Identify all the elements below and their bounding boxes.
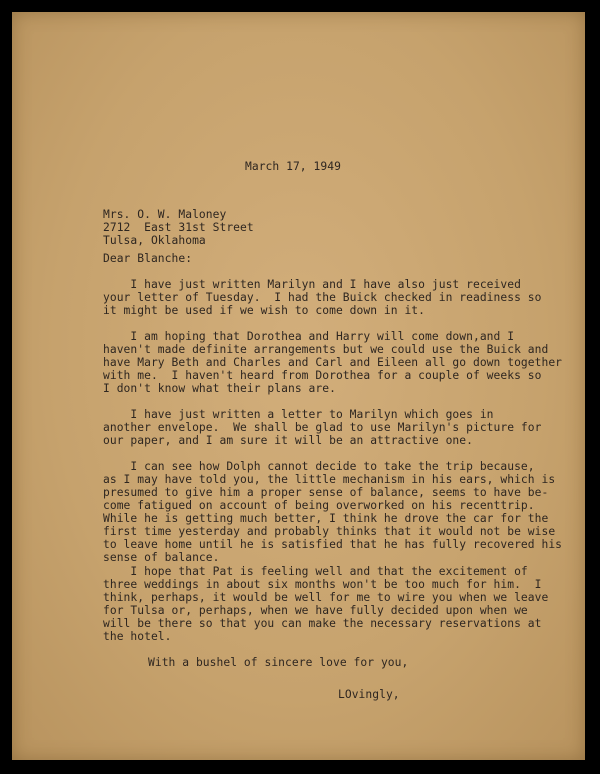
paragraph-1-line-2: your letter of Tuesday. I had the Buick checked in readiness so [103, 291, 542, 304]
paragraph-5-line-1: I hope that Pat is feeling well and that the excitement of [103, 565, 528, 578]
paragraph-2-line-2: haven't made definite arrangements but we could use the Buick and [103, 343, 549, 356]
paragraph-5-line-4: for Tulsa or, perhaps, when we have fully decided upon when we [103, 604, 528, 617]
closing-line: With a bushel of sincere love for you, [148, 656, 409, 669]
letter-page [12, 12, 585, 760]
paragraph-2-line-1: I am hoping that Dorothea and Harry will come down,and I [103, 330, 515, 343]
paragraph-5-line-6: the hotel. [103, 630, 172, 643]
paragraph-2-line-5: I don't know what their plans are. [103, 382, 336, 395]
paragraph-4-line-8: sense of balance. [103, 551, 220, 564]
paragraph-4-line-7: to leave home until he is satisfied that he has fully recovered his [103, 538, 563, 551]
paragraph-4-line-1: I can see how Dolph cannot decide to take the trip because, [103, 460, 535, 473]
paragraph-1-line-3: it might be used if we wish to come down in it. [103, 304, 426, 317]
paragraph-3-line-1: I have just written a letter to Marilyn which goes in [103, 408, 494, 421]
paragraph-3-line-3: our paper, and I am sure it will be an attractive one. [103, 434, 473, 447]
paragraph-5-line-2: three weddings in about six months won't be too much for him. I [103, 578, 542, 591]
letter-date: March 17, 1949 [245, 160, 341, 173]
paragraph-4-line-4: come fatigued on account of being overworked on his recenttrip. [103, 499, 535, 512]
signature-line: LOvingly, [338, 688, 400, 701]
address-line-name: Mrs. O. W. Maloney [103, 208, 227, 221]
paragraph-5-line-3: think, perhaps, it would be well for me to wire you when we leave [103, 591, 549, 604]
address-line-street: 2712 East 31st Street [103, 221, 254, 234]
paragraph-3-line-2: another envelope. We shall be glad to use Marilyn's picture for [103, 421, 542, 434]
paragraph-1-line-1: I have just written Marilyn and I have also just received [103, 278, 521, 291]
salutation: Dear Blanche: [103, 252, 193, 265]
paragraph-4-line-2: as I may have told you, the little mechanism in his ears, which is [103, 473, 556, 486]
paragraph-4-line-5: While he is getting much better, I think he drove the car for the [103, 512, 549, 525]
paragraph-4-line-3: presumed to give him a proper sense of balance, seems to have be- [103, 486, 549, 499]
paragraph-2-line-4: with me. I haven't heard from Dorothea for a couple of weeks so [103, 369, 542, 382]
paragraph-5-line-5: will be there so that you can make the necessary reservations at [103, 617, 542, 630]
address-line-city: Tulsa, Oklahoma [103, 234, 206, 247]
paragraph-4-line-6: first time yesterday and probably thinks that it would not be wise [103, 525, 556, 538]
letter-body [12, 12, 585, 760]
paragraph-2-line-3: have Mary Beth and Charles and Carl and Eileen all go down together [103, 356, 563, 369]
